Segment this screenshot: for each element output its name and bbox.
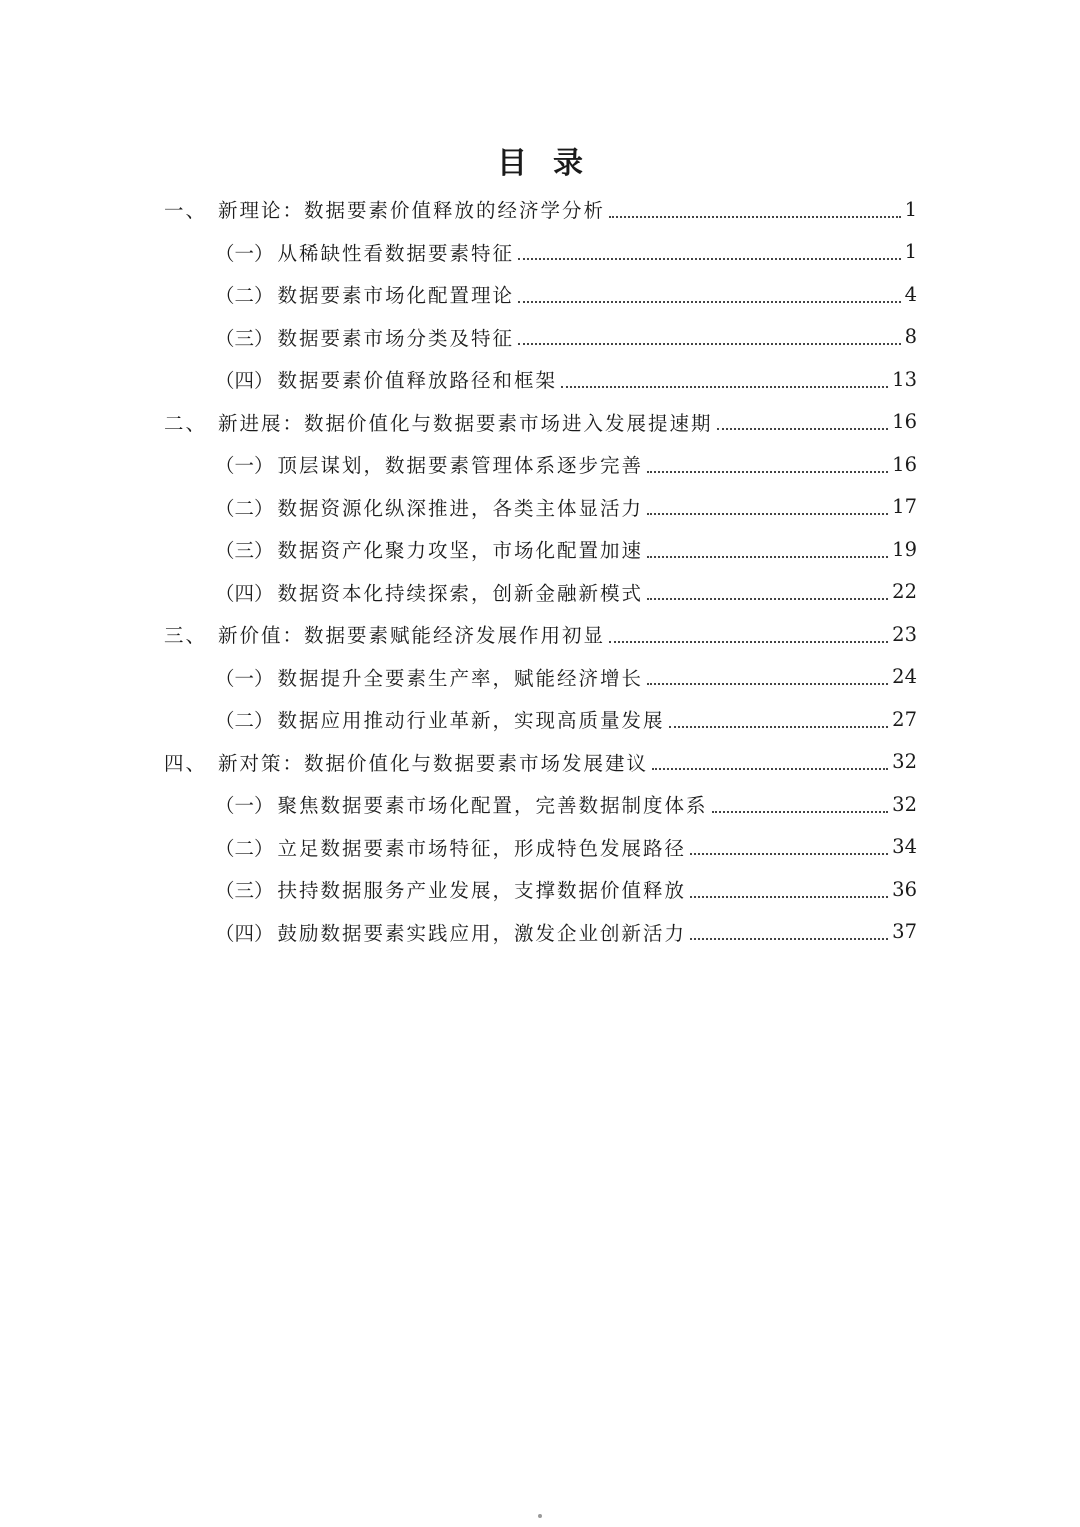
- toc-entry-number: （一）: [215, 794, 274, 817]
- toc-entry-number: （三）: [215, 326, 274, 350]
- toc-leader-dots: [712, 810, 889, 813]
- toc-entry-3[interactable]: [164, 613, 917, 655]
- toc-entry-4-3[interactable]: [215, 868, 917, 910]
- toc-entry-text: 新对策：数据价值化与数据要素市场发展建议: [218, 751, 649, 775]
- toc-entry-text: 数据资源化纵深推进，各类主体显活力: [277, 496, 644, 520]
- toc-entry-page: 27: [892, 707, 917, 731]
- toc-leader-dots: [647, 682, 888, 685]
- toc-entry-page: 22: [892, 580, 917, 603]
- toc-entry-page: 1: [904, 197, 917, 221]
- toc-entry-text: 扶持数据服务产业发展，支撑数据价值释放: [277, 879, 687, 902]
- toc-entry-number: 二、: [164, 411, 208, 435]
- toc-entry-text: 数据提升全要素生产率，赋能经济增长: [277, 666, 644, 690]
- toc-entry-page: 32: [892, 750, 917, 773]
- toc-entry-text: 数据要素市场分类及特征: [277, 326, 515, 350]
- toc-entry-number: （二）: [215, 496, 274, 520]
- toc-leader-dots: [518, 257, 901, 260]
- toc-leader-dots: [647, 470, 888, 473]
- toc-leader-dots: [518, 342, 901, 345]
- toc-entry-number: （四）: [215, 921, 274, 945]
- toc-entry-2-2[interactable]: [215, 486, 917, 528]
- toc-entry-1-1[interactable]: [215, 231, 917, 273]
- toc-entry-page: 23: [892, 622, 917, 646]
- toc-entry-page: 16: [892, 452, 917, 476]
- toc-entry-2-3[interactable]: [215, 528, 917, 570]
- toc-leader-dots: [717, 427, 889, 430]
- toc-entry-4-2[interactable]: [215, 826, 917, 868]
- toc-entry-2-1[interactable]: [215, 443, 917, 485]
- toc-entry-4-4[interactable]: [215, 911, 917, 953]
- toc-entry-page: 4: [904, 282, 917, 306]
- toc-entry-text: 鼓励数据要素实践应用，激发企业创新活力: [277, 921, 687, 945]
- toc-leader-dots: [690, 937, 888, 940]
- toc-entry-page: 13: [892, 367, 917, 391]
- page-footer-dot: [538, 1514, 542, 1518]
- toc-entry-number: （四）: [215, 369, 274, 392]
- toc-leader-dots: [609, 215, 901, 218]
- toc-entry-page: 37: [892, 920, 917, 943]
- toc-entry-text: 数据资产化聚力攻坚，市场化配置加速: [277, 539, 644, 562]
- toc-leader-dots: [647, 555, 888, 558]
- toc-leader-dots: [690, 852, 888, 855]
- toc-entry-number: （三）: [215, 539, 274, 562]
- toc-entry-text: 数据要素市场化配置理论: [277, 284, 515, 307]
- toc-leader-dots: [652, 767, 888, 770]
- toc-leader-dots: [609, 640, 888, 643]
- toc-entry-1-4[interactable]: [215, 358, 917, 400]
- toc-entry-number: （一）: [215, 241, 274, 265]
- toc-entry-page: 19: [892, 537, 917, 561]
- toc-entry-page: 17: [892, 495, 917, 518]
- toc-leader-dots: [669, 725, 889, 728]
- toc-entry-2[interactable]: [164, 401, 917, 443]
- toc-entry-page: 32: [892, 792, 917, 816]
- toc-entry-number: （二）: [215, 709, 274, 732]
- toc-entry-number: （三）: [215, 879, 274, 902]
- toc-leader-dots: [647, 512, 888, 515]
- toc-leader-dots: [647, 597, 888, 600]
- toc-entry-number: （二）: [215, 284, 274, 307]
- toc-entry-text: 新价值：数据要素赋能经济发展作用初显: [218, 624, 606, 647]
- toc-entry-1-3[interactable]: [215, 316, 917, 358]
- toc-entry-number: （二）: [215, 836, 274, 860]
- toc-entry-3-2[interactable]: [215, 698, 917, 740]
- toc-entry-3-1[interactable]: [215, 656, 917, 698]
- toc-leader-dots: [690, 895, 888, 898]
- toc-entry-text: 新理论：数据要素价值释放的经济学分析: [218, 199, 606, 222]
- toc-entry-number: 三、: [164, 624, 208, 647]
- toc-entry-text: 新进展：数据价值化与数据要素市场进入发展提速期: [218, 411, 713, 435]
- toc-entry-page: 24: [892, 665, 917, 688]
- toc-entry-text: 聚焦数据要素市场化配置，完善数据制度体系: [277, 794, 708, 817]
- toc-entry-page: 1: [904, 240, 917, 263]
- toc-entry-number: （四）: [215, 581, 274, 605]
- toc-entry-number: （一）: [215, 454, 274, 477]
- toc-entry-page: 8: [904, 325, 917, 348]
- toc-entry-2-4[interactable]: [215, 571, 917, 613]
- toc-entry-text: 数据要素价值释放路径和框架: [277, 369, 558, 392]
- toc-entry-text: 立足数据要素市场特征，形成特色发展路径: [277, 836, 687, 860]
- toc-entry-page: 16: [892, 410, 917, 433]
- toc-entry-text: 数据资本化持续探索，创新金融新模式: [277, 581, 644, 605]
- toc-entry-page: 34: [892, 835, 917, 858]
- toc-entry-page: 36: [892, 877, 917, 901]
- toc-entry-4-1[interactable]: [215, 783, 917, 825]
- toc-entry-number: （一）: [215, 666, 274, 690]
- toc-entry-text: 数据应用推动行业革新，实现高质量发展: [277, 709, 665, 732]
- toc-leader-dots: [561, 385, 888, 388]
- toc-entry-text: 顶层谋划，数据要素管理体系逐步完善: [277, 454, 644, 477]
- toc-entry-4[interactable]: [164, 741, 917, 783]
- toc-entry-text: 从稀缺性看数据要素特征: [277, 241, 515, 265]
- toc-entry-1[interactable]: [164, 188, 917, 230]
- page-title: 目录: [497, 146, 609, 181]
- toc-entry-number: 四、: [164, 751, 208, 775]
- toc-leader-dots: [518, 300, 901, 303]
- toc-entry-number: 一、: [164, 199, 208, 222]
- toc-entry-1-2[interactable]: [215, 273, 917, 315]
